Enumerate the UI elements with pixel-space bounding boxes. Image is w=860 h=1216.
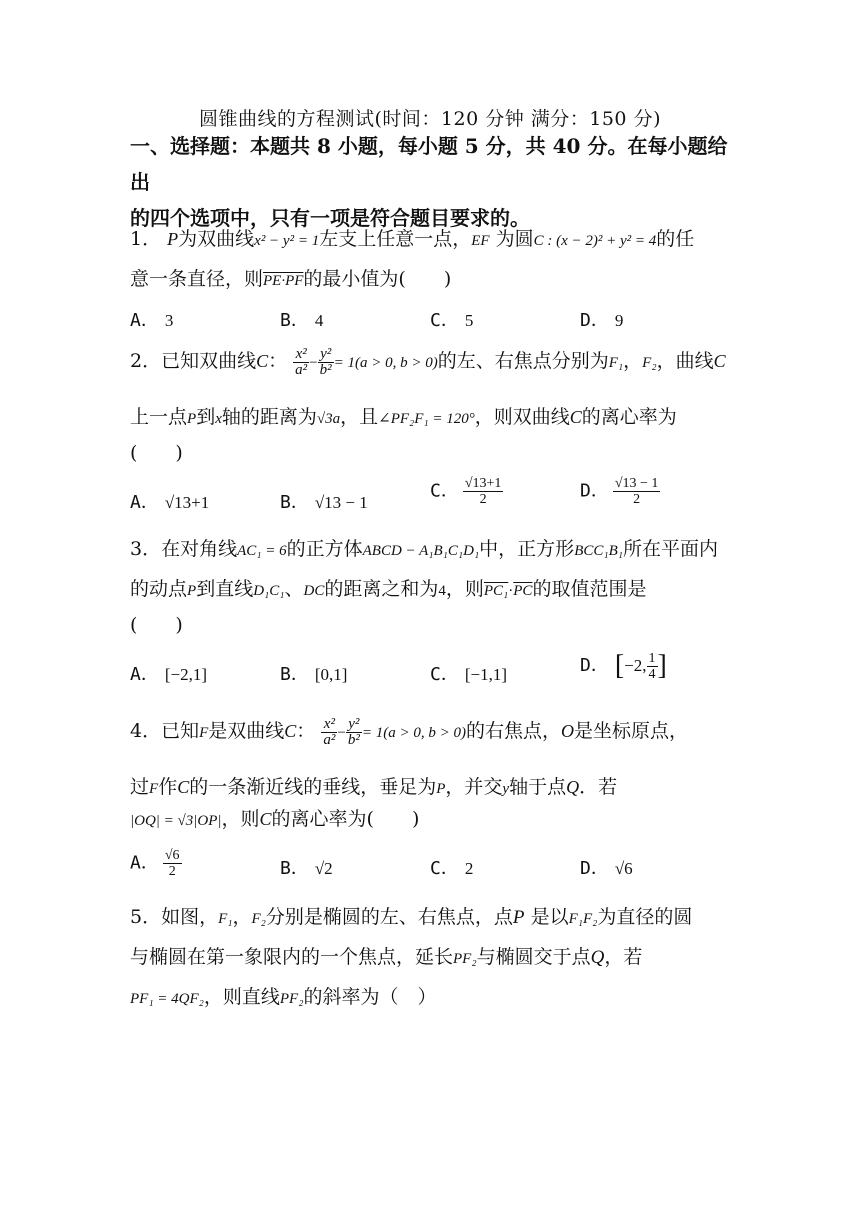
q1-option-d[interactable]: D． 9 <box>580 310 624 331</box>
q4-line2: 过F作C的一条渐近线的垂线，垂足为P，并交y轴于点Q．若 <box>130 776 618 798</box>
q4-point-q: Q <box>566 777 580 797</box>
q3-option-c[interactable]: C． [−1,1] <box>430 664 508 685</box>
q1-dot-product: PE·PF <box>263 273 304 289</box>
q4-fraction-x: $\frac{\text{x²}}{\text{a²}}$ <box>323 715 336 748</box>
q2-fraction-y: $\frac{\text{y²}}{\text{b²}}$ <box>319 345 332 378</box>
q2-text: 的左、右焦点分别为 <box>437 350 609 372</box>
q5-line3: PF₁ = 4QF₂，则直线PF₂的斜率为（ ） <box>130 986 437 1008</box>
q2-text: ，曲线 <box>656 350 714 372</box>
q1-option-c[interactable]: C． 5 <box>430 310 474 331</box>
q3-text: 3．在对角线 <box>130 538 238 560</box>
q3-square: BCC₁B₁ <box>574 543 623 559</box>
q5-point-p: P <box>512 907 525 928</box>
q1-option-b[interactable]: B． 4 <box>280 310 324 331</box>
q4-option-b[interactable]: B． √2 <box>280 858 333 879</box>
q1-text: 为圆 <box>495 228 534 250</box>
q2-line2: 上一点P到x轴的距离为√3a，且∠PF₂F₁ = 120°，则双曲线C的离心率为 <box>130 406 677 428</box>
q2-condition: = 1(a > 0, b > 0) <box>333 355 438 371</box>
q4-condition: = 1(a > 0, b > 0) <box>361 725 466 741</box>
q1-text: 意一条直径，则 <box>130 268 264 290</box>
q4-line3: |OQ| = √3|OP|，则C的离心率为( ) <box>130 808 420 830</box>
q4-fraction-y: $\frac{\text{y²}}{\text{b²}}$ <box>347 715 360 748</box>
q2-focus-f2: F₂ <box>642 355 657 371</box>
q3-line3 <box>130 610 740 637</box>
q2-text: ： <box>268 350 288 372</box>
q1-line2 <box>130 264 740 291</box>
q2-text: 2．已知双曲线 <box>130 350 257 372</box>
q5-point-q: Q <box>590 947 605 968</box>
q2-line3 <box>130 438 740 465</box>
section-heading-line1: 一、选择题：本题共 8 小题，每小题 5 分，共 40 分。在每小题给出 <box>130 134 728 194</box>
q5-line1: 5．如图，F₁，F₂分别是椭圆的左、右焦点，点P 是以F₁F₂为直径的圆 <box>130 906 693 928</box>
q3-line1: 3．在对角线AC₁ = 6的正方体ABCD − A₁B₁C₁D₁中，正方形BCC₁B₁所在平面内 <box>130 538 718 560</box>
q3-option-b[interactable]: B． [0,1] <box>280 664 348 685</box>
q1-option-a[interactable]: A． 3 <box>130 310 174 331</box>
q4-point-p: P <box>436 781 446 797</box>
q4-option-c[interactable]: C． 2 <box>430 858 474 879</box>
q5-focus-f2: F₂ <box>251 911 266 927</box>
q4-origin-o: O <box>560 721 574 741</box>
q1-text: 左支上任意一点， <box>319 228 472 250</box>
q5-segment-f1f2: F₁F₂ <box>568 911 598 927</box>
q3-vector-pc: $\overline{PC}$ <box>513 583 533 599</box>
q3-diagonal: AC₁ = 6 <box>237 543 287 559</box>
q2-angle: ∠PF₂F₁ = 120° <box>378 411 475 427</box>
q3-line-dc: DC <box>303 583 325 599</box>
q1-circle-eq: C : (x − 2)² + y² = 4 <box>533 233 657 249</box>
q2-distance: √3a <box>316 411 341 427</box>
q2-curve-c: C <box>256 351 269 371</box>
q5-relation: PF₁ = 4QF₂ <box>130 991 204 1007</box>
section-heading-line2: 的四个选项中，只有一项是符合题目要求的。 <box>130 206 530 230</box>
q4-relation: |OQ| = √3|OP| <box>130 813 222 829</box>
q2-option-c[interactable]: C． $\frac{√13+1}{2}$ <box>430 476 502 507</box>
q3-option-a[interactable]: A． [−2,1] <box>130 664 208 685</box>
q3-vector-pc1: PC₁ <box>483 583 509 599</box>
q5-focus-f1: F₁ <box>218 911 233 927</box>
q4-option-d[interactable]: D． √6 <box>580 858 633 879</box>
q2-line1: 2．已知双曲线C： $\frac{\text{x²}}{\text{a²}}$ − $\frac{\text{y²}}{\text{b²}}$ = 1(a > 0, b > 0)的左、右焦点分别为F₁，F₂，曲线C <box>130 345 726 378</box>
q1-hyperbola-eq: x² − y² = 1 <box>254 233 320 249</box>
q1-text: 为双曲线 <box>178 228 255 250</box>
q3-option-d[interactable]: D． [−2, $\frac{1}{4}$ ] <box>580 650 667 682</box>
q1-point-p: P <box>167 229 179 249</box>
q4-focus-f: F <box>199 725 209 741</box>
q5-line2: 与椭圆在第一象限内的一个焦点，延长PF₂与椭圆交于点Q，若 <box>130 946 643 968</box>
section-heading <box>130 128 730 236</box>
q3-line2: 的动点P到直线D₁C₁、DC的距离之和为4，则$PC_1\cdot\overline{PC}$的取值范围是 <box>130 578 647 600</box>
q1-line1 <box>130 224 740 251</box>
page-title: 圆锥曲线的方程测试(时间：120 分钟 满分：150 分) <box>199 108 661 130</box>
q2-option-b[interactable]: B． √13 − 1 <box>280 492 368 513</box>
q2-option-a[interactable]: A． √13+1 <box>130 492 210 513</box>
q1-text: 的最小值为( ) <box>303 268 452 290</box>
q4-line1: 4．已知F是双曲线C： $\frac{\text{x²}}{\text{a²}}$ − $\frac{\text{y²}}{\text{b²}}$ = 1(a > 0, b > 0)的右焦点，O是坐标原点， <box>130 715 688 748</box>
q2-fraction-x: $\frac{\text{x²}}{\text{a²}}$ <box>295 345 308 378</box>
q2-point-p: P <box>187 411 197 427</box>
q2-option-d[interactable]: D． $\frac{√13 - 1}{2}$ <box>580 476 659 507</box>
q5-segment-pf2: PF₂ <box>453 951 477 967</box>
q3-answer-blank: ( ) <box>130 614 183 636</box>
q3-cube: ABCD − A₁B₁C₁D₁ <box>362 543 480 559</box>
q1-diameter: EF <box>471 233 490 249</box>
q3-line-d1c1: D₁C₁ <box>253 583 285 599</box>
q1-text: 的任 <box>656 228 695 250</box>
q2-text: 上一点 <box>130 406 188 428</box>
q4-option-a[interactable]: A． $\frac{√6}{2}$ <box>130 848 180 879</box>
q1-number: 1． <box>130 228 162 250</box>
q2-focus-f1: F₁ <box>608 355 624 371</box>
q2-answer-blank: ( ) <box>130 442 183 464</box>
